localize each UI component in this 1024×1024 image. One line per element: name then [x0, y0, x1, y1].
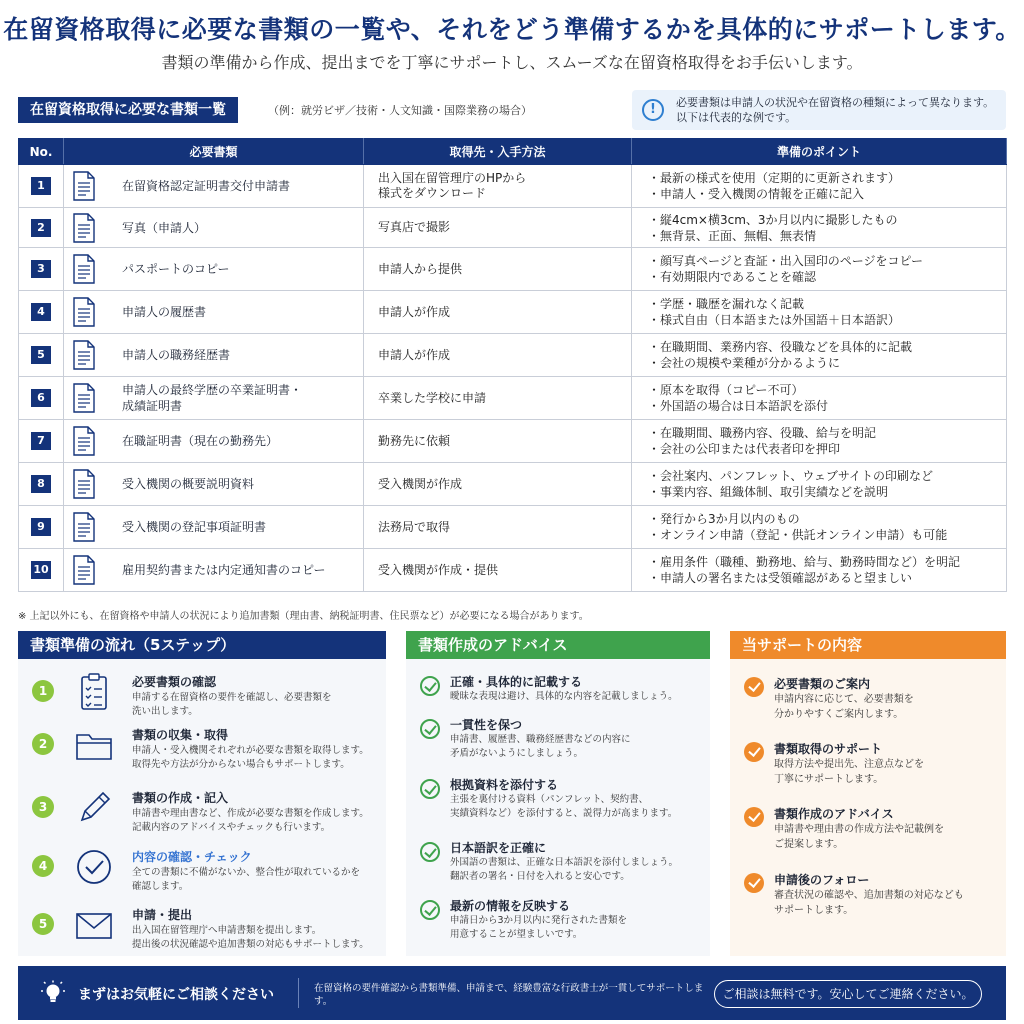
check-icon [744, 742, 764, 762]
document-name: 写真（申請人） [122, 220, 207, 235]
document-name: 申請人の履歴書 [122, 305, 207, 319]
step-description: 全ての書類に不備がないか、整合性が取れているかを 確認します。 [132, 867, 361, 892]
documents-table [18, 138, 1007, 592]
table-row [19, 506, 1007, 549]
support-panel-title: 当サポートの内容 [730, 631, 1006, 659]
support-title: 書類作成のアドバイス [774, 807, 894, 821]
points-cell [632, 291, 1007, 334]
document-cell [64, 248, 364, 291]
header-source: 取得先・入手方法 [364, 139, 632, 165]
advice-description: 曖昧な表現は避け、具体的な内容を記載しましょう。 [450, 691, 678, 702]
row-number-cell [19, 549, 64, 592]
advice-description: 申請書、履歴書、職務経歴書などの内容に 矛盾がないようにしましょう。 [450, 734, 631, 759]
document-cell [64, 334, 364, 377]
row-number-badge: 1 [31, 177, 51, 195]
points-cell [632, 420, 1007, 463]
document-name: 在留資格認定証明書交付申請書 [122, 179, 291, 193]
header-points: 準備のポイント [632, 139, 1007, 165]
page-subtitle: 書類の準備から作成、提出までを丁寧にサポートし、スムーズな在留資格取得をお手伝いします。 [161, 53, 863, 72]
source-cell: 申請人から提供 [364, 248, 632, 291]
point-item: ・有効期限内であることを確認 [648, 270, 817, 284]
row-number-cell [19, 208, 64, 248]
document-icon [72, 555, 96, 585]
flow-panel-title: 書類準備の流れ（5ステップ） [18, 631, 386, 659]
point-item: ・雇用条件（職種、勤務地、給与、勤務時間など）を明記 [648, 555, 961, 569]
table-row [19, 334, 1007, 377]
step-number: 4 [32, 855, 54, 877]
advice-title: 根拠資料を添付する [450, 778, 559, 792]
lightbulb-icon [40, 980, 66, 1006]
check-icon [420, 842, 440, 862]
row-number-cell [19, 165, 64, 208]
points-cell [632, 506, 1007, 549]
flow-step [18, 905, 386, 965]
list-section-label: 在留資格取得に必要な書類一覧 [18, 97, 238, 123]
points-cell [632, 463, 1007, 506]
source-cell: 勤務先に依頼 [364, 420, 632, 463]
row-number-cell [19, 463, 64, 506]
point-item: ・様式自由（日本語または外国語＋日本語訳） [648, 313, 901, 327]
table-row [19, 549, 1007, 592]
point-item: ・在職期間、業務内容、役職などを具体的に記載 [648, 340, 913, 354]
table-row [19, 420, 1007, 463]
step-number: 2 [32, 733, 54, 755]
advice-panel-title: 書類作成のアドバイス [406, 631, 710, 659]
points-cell [632, 165, 1007, 208]
support-title: 書類取得のサポート [774, 742, 883, 756]
cta-banner [18, 966, 1006, 1020]
row-number-badge: 10 [31, 561, 51, 579]
document-name: パスポートのコピー [122, 262, 230, 276]
step-number: 3 [32, 796, 54, 818]
point-item: ・在職期間、職務内容、役職、給与を明記 [648, 426, 877, 440]
source-cell: 出入国在留管理庁のHPから 様式をダウンロード [364, 165, 632, 208]
step-description: 申請人・受入機関それぞれが必要な書類を取得します。 取得先や方法が分からない場合もサポートします。 [132, 745, 369, 770]
row-number-badge: 5 [31, 346, 51, 364]
document-cell [64, 420, 364, 463]
cta-main-text: まずはお気軽にご相談ください [78, 987, 274, 1003]
source-cell: 申請人が作成 [364, 334, 632, 377]
check-icon [744, 807, 764, 827]
points-cell [632, 334, 1007, 377]
step-title: 内容の確認・チェック [132, 850, 252, 864]
point-item: ・学歴・職歴を漏れなく記載 [648, 297, 805, 311]
check-icon [744, 677, 764, 697]
document-icon [72, 512, 96, 542]
flow-step [18, 788, 386, 848]
step-title: 必要書類の確認 [132, 675, 217, 689]
flow-step [18, 725, 386, 785]
cta-sub-text: 在留資格の要件確認から書類準備、申請まで、経験豊富な行政書士が一貫してサポートします。 [314, 983, 704, 1007]
row-number-cell [19, 291, 64, 334]
step-title: 書類の収集・取得 [132, 728, 229, 742]
point-item: ・発行から3か月以内のもの [648, 512, 800, 526]
point-item: ・無背景、正面、無帽、無表情 [648, 228, 817, 243]
support-title: 必要書類のご案内 [774, 677, 871, 691]
point-item: ・縦4cm×横3cm、3か月以内に撮影したもの [648, 212, 898, 227]
table-row [19, 377, 1007, 420]
point-item: ・事業内容、組織体制、取引実績などを説明 [648, 485, 889, 499]
document-cell [64, 506, 364, 549]
footnote: ※ 上記以外にも、在留資格や申請人の状況により追加書類（理由書、納税証明書、住民票など）が必要になる場合があります。 [18, 611, 589, 622]
point-item: ・外国語の場合は日本語訳を添付 [648, 399, 829, 413]
checklist-icon [74, 672, 114, 712]
flow-panel [18, 631, 386, 956]
document-name: 受入機関の概要説明資料 [122, 477, 255, 491]
document-icon [72, 254, 96, 284]
table-row [19, 463, 1007, 506]
advice-title: 最新の情報を反映する [450, 899, 571, 913]
row-number-cell [19, 506, 64, 549]
step-description: 申請書や理由書など、作成が必要な書類を作成します。 記載内容のアドバイスやチェックも行います。 [132, 808, 369, 833]
point-item: ・会社案内、パンフレット、ウェブサイトの印刷など [648, 469, 934, 483]
table-row [19, 291, 1007, 334]
step-number: 5 [32, 913, 54, 935]
advice-description: 申請日から3か月以内に発行された書類を 用意することが望ましいです。 [450, 915, 628, 940]
pencil-icon [74, 788, 114, 828]
document-icon [72, 383, 96, 413]
point-item: ・会社の規模や業種が分かるように [648, 356, 841, 370]
points-cell [632, 248, 1007, 291]
document-cell [64, 377, 364, 420]
step-description: 出入国在留管理庁へ申請書類を提出します。 提出後の状況確認や追加書類の対応もサポートします。 [132, 925, 369, 950]
document-icon [72, 297, 96, 327]
document-cell [64, 463, 364, 506]
support-description: 申請書や理由書の作成方法や記載例を ご提案します。 [774, 824, 944, 850]
step-title: 書類の作成・記入 [132, 791, 229, 805]
check-icon [420, 676, 440, 696]
check-icon [744, 873, 764, 893]
list-example-text: （例：就労ビザ／技術・人文知識・国際業務の場合） [268, 104, 532, 117]
document-name: 申請人の職務経歴書 [122, 348, 231, 362]
header-no: No. [19, 139, 64, 165]
support-description: 取得方法や提出先、注意点などを 丁寧にサポートします。 [774, 759, 924, 785]
document-cell [64, 208, 364, 248]
flow-step [18, 847, 386, 907]
advice-panel [406, 631, 710, 956]
source-cell: 申請人が作成 [364, 291, 632, 334]
document-icon [72, 171, 96, 201]
table-header-row [19, 139, 1007, 165]
row-number-badge: 3 [31, 260, 51, 278]
source-cell: 受入機関が作成・提供 [364, 549, 632, 592]
envelope-icon [74, 905, 114, 945]
advice-description: 主張を裏付ける資料（パンフレット、契約書、 実績資料など）を添付すると、説得力が高まります。 [450, 794, 678, 819]
info-icon: ! [642, 99, 664, 121]
row-number-cell [19, 334, 64, 377]
row-number-badge: 7 [31, 432, 51, 450]
point-item: ・最新の様式を使用（定期的に更新されます） [648, 171, 901, 185]
source-cell: 受入機関が作成 [364, 463, 632, 506]
point-item: ・申請人の署名または受領確認があると望ましい [648, 571, 913, 585]
source-cell: 写真店で撮影 [364, 208, 632, 248]
check-circle-icon [74, 847, 114, 887]
header-document: 必要書類 [64, 139, 364, 165]
support-title: 申請後のフォロー [774, 873, 870, 887]
row-number-cell [19, 420, 64, 463]
table-row [19, 165, 1007, 208]
points-cell [632, 208, 1007, 248]
source-cell: 法務局で取得 [364, 506, 632, 549]
notice-box [632, 90, 1006, 130]
support-description: 申請内容に応じて、必要書類を 分かりやすくご案内します。 [774, 694, 914, 720]
point-item: ・申請人・受入機関の情報を正確に記入 [648, 187, 865, 201]
notice-text: 必要書類は申請人の状況や在留資格の種類によって異なります。以下は代表的な例です。 [676, 96, 995, 124]
check-icon [420, 779, 440, 799]
step-title: 申請・提出 [132, 908, 193, 922]
row-number-badge: 9 [31, 518, 51, 536]
advice-title: 日本語訳を正確に [450, 841, 547, 855]
points-cell [632, 549, 1007, 592]
document-icon [72, 469, 96, 499]
point-item: ・オンライン申請（登記・供託オンライン申請）も可能 [648, 528, 948, 542]
cta-divider [298, 978, 299, 1008]
document-name: 申請人の最終学歴の卒業証明書・ 成績証明書 [122, 383, 303, 413]
step-number: 1 [32, 680, 54, 702]
check-icon [420, 719, 440, 739]
document-cell [64, 291, 364, 334]
advice-title: 一貫性を保つ [450, 718, 523, 732]
support-description: 審査状況の確認や、追加書類の対応なども サポートします。 [774, 890, 964, 916]
document-icon [72, 426, 96, 456]
consult-button[interactable]: ご相談は無料です。安心してご連絡ください。 [714, 980, 982, 1008]
row-number-badge: 6 [31, 389, 51, 407]
document-cell [64, 549, 364, 592]
row-number-badge: 2 [31, 219, 51, 237]
table-row [19, 208, 1007, 248]
document-cell [64, 165, 364, 208]
table-row [19, 248, 1007, 291]
folder-icon [74, 725, 114, 765]
advice-title: 正確・具体的に記載する [450, 675, 583, 689]
row-number-badge: 4 [31, 303, 51, 321]
check-icon [420, 900, 440, 920]
row-number-cell [19, 377, 64, 420]
point-item: ・原本を取得（コピー不可） [648, 383, 804, 397]
advice-description: 外国語の書類は、正確な日本語訳を添付しましょう。 翻訳者の署名・日付を入れると安心です。 [450, 857, 679, 882]
step-description: 申請する在留資格の要件を確認し、必要書類を 洗い出します。 [132, 692, 332, 717]
support-panel [730, 631, 1006, 956]
row-number-cell [19, 248, 64, 291]
document-name: 雇用契約書または内定通知書のコピー [122, 563, 326, 577]
document-name: 受入機関の登記事項証明書 [122, 520, 267, 534]
document-icon [72, 213, 96, 243]
points-cell [632, 377, 1007, 420]
document-icon [72, 340, 96, 370]
flow-step [18, 672, 386, 732]
point-item: ・会社の公印または代表者印を押印 [648, 442, 841, 456]
row-number-badge: 8 [31, 475, 51, 493]
page-title: 在留資格取得に必要な書類の一覧や、それをどう準備するかを具体的にサポートします。 [3, 15, 1021, 44]
source-cell: 卒業した学校に申請 [364, 377, 632, 420]
point-item: ・顔写真ページと査証・出入国印のページをコピー [648, 254, 924, 268]
document-name: 在職証明書（現在の勤務先） [122, 434, 279, 448]
